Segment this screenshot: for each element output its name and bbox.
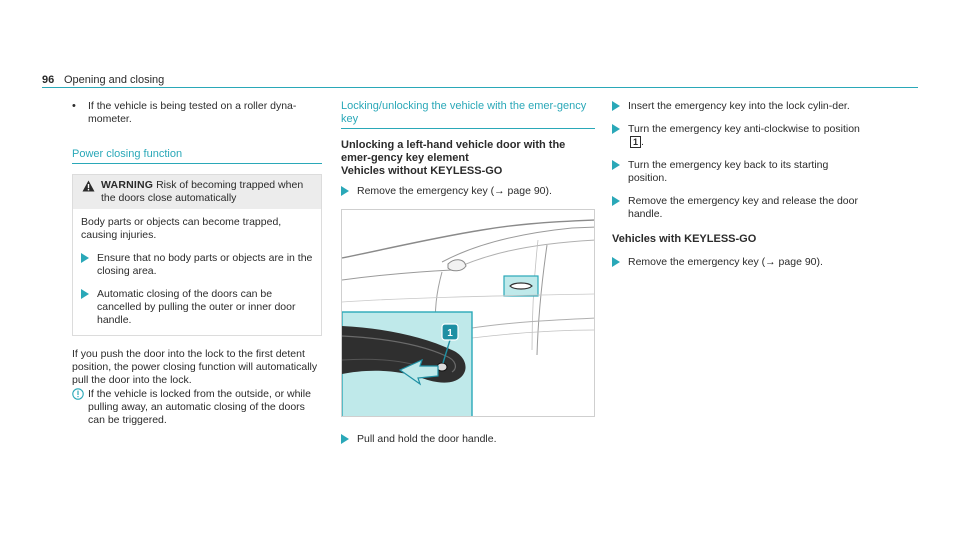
warning-body (73, 209, 321, 335)
column-middle (341, 100, 595, 198)
section-title-emergency-key: Locking/unlocking the vehicle with the emer-gency key (341, 100, 595, 129)
warning-triangle-icon (82, 180, 95, 192)
step-arrow-icon (81, 253, 89, 263)
warning-step-text: Ensure that no body parts or objects are in the closing area. (97, 252, 313, 277)
step-text: Remove the emergency key and release the door handle. (628, 195, 858, 220)
paragraph: If you push the door into the lock to the first detent position, the power closing function will automatically pull the door into the lock. (72, 348, 318, 386)
step (612, 256, 867, 269)
step (612, 195, 867, 221)
step (612, 123, 867, 149)
note (72, 388, 322, 427)
step-arrow-icon (341, 434, 349, 444)
warning-title-rest: Risk of becoming trapped when the doors close automatically (101, 179, 304, 204)
column-right (612, 100, 867, 269)
warning-box (72, 174, 322, 336)
warning-header (73, 175, 321, 209)
bullet-icon: • (72, 100, 76, 112)
step-text: Turn the emergency key back to its starting position. (628, 159, 829, 184)
bullet-text: If the vehicle is being tested on a roller dyna-mometer. (88, 100, 297, 125)
step-arrow-icon (341, 186, 349, 196)
step (341, 433, 595, 446)
column-left (72, 100, 322, 427)
door-handle-illustration (341, 209, 595, 417)
step-text-end: . (641, 136, 644, 148)
step-text: Pull and hold the door handle. (357, 433, 497, 445)
step-text: Insert the emergency key into the lock cylin-der. (628, 100, 850, 112)
page-header (42, 74, 918, 88)
warning-body-text: Body parts or objects can become trapped, causing injuries. (81, 216, 282, 241)
step-text: Remove the emergency key (→ page 90). (628, 256, 823, 268)
warning-step (81, 252, 313, 278)
step-arrow-icon (612, 160, 620, 170)
page-number: 96 (42, 74, 55, 86)
note-text: If the vehicle is locked from the outside, or while pulling away, an automatic closing of the doors can be triggered. (88, 388, 311, 426)
step-arrow-icon (612, 124, 620, 134)
subheading-with-keyless: Vehicles with KEYLESS-GO (612, 233, 757, 245)
warning-step (81, 288, 313, 327)
step-arrow-icon (81, 289, 89, 299)
section-title-power-closing: Power closing function (72, 148, 322, 164)
step (341, 185, 595, 198)
position-one-symbol: 1 (630, 136, 641, 148)
list-item (72, 100, 322, 126)
warning-step-text: Automatic closing of the doors can be cancelled by pulling the outer or inner door handle. (97, 288, 296, 326)
car-door-illustration (342, 210, 595, 417)
page-section-title: Opening and closing (64, 74, 165, 86)
step-arrow-icon (612, 257, 620, 267)
step-text: Remove the emergency key (→ page 90). (357, 185, 552, 197)
warning-title: WARNING (101, 179, 154, 191)
subheading-left-door: Unlocking a left-hand vehicle door with the emer-gency key element (341, 139, 566, 164)
step (612, 100, 867, 113)
step-text: Turn the emergency key anti-clockwise to position (628, 123, 860, 135)
warning-header-text (81, 179, 313, 205)
step-arrow-icon (612, 196, 620, 206)
info-note-icon (72, 388, 84, 400)
subheading-without-keyless: Vehicles without KEYLESS-GO (341, 165, 503, 177)
figure-callout-label: 1 (447, 328, 453, 339)
step (612, 159, 867, 185)
step-arrow-icon (612, 101, 620, 111)
